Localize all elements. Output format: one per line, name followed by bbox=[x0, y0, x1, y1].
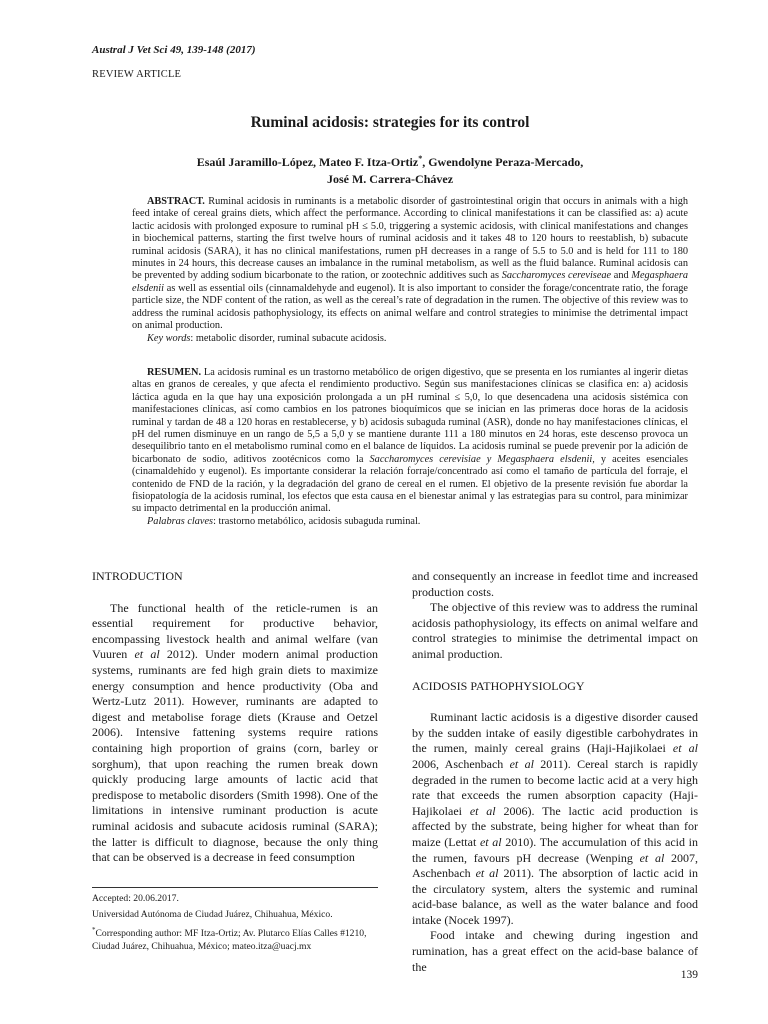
right-column bbox=[412, 569, 698, 975]
left-column bbox=[92, 569, 378, 866]
article-title: Ruminal acidosis: strategies for its control bbox=[250, 114, 530, 131]
footnote-accepted: Accepted: 20.06.2017. bbox=[92, 893, 179, 904]
article-type: REVIEW ARTICLE bbox=[92, 69, 182, 80]
section-heading-introduction: INTRODUCTION bbox=[92, 569, 183, 583]
footnotes bbox=[92, 892, 378, 956]
resumen bbox=[132, 367, 688, 528]
abstract-keywords: Key words: metabolic disorder, ruminal subacute acidosis. bbox=[147, 333, 387, 345]
corresponding-mark: * bbox=[418, 154, 423, 163]
page-number: 139 bbox=[680, 969, 698, 981]
continued-paragraph: and consequently an increase in feedlot time and increased production costs. bbox=[412, 569, 698, 599]
author-list bbox=[92, 150, 688, 188]
abstract bbox=[132, 196, 688, 346]
pathophysiology-paragraph: Ruminant lactic acidosis is a digestive disorder caused by the sudden intake of easily digestible carbohydrates in the rumen, mainly cereal grains (Haji-Hajikolaei et al 2006, Aschenbach et al 2011). Cereal starch is rapidly degraded in the rumen to become lactic acid at a very high rate that exceeds the rumen absorption capacity (Haji-Hajikolaei et al 2006). The lactic acid production is affected by the substrate, being higher for wheat than for maize (Lettat et al 2010). The accumulation of this acid in the rumen, favours pH decrease (Wenping et al 2007, Aschenbach et al 2011). The absorption of lactic acid in the circulatory system, alters the systemic and ruminal acid-base balance, as well as the water balance and food intake (Nocek 1997). bbox=[412, 710, 699, 927]
author-line-1: Esaúl Jaramillo-López, Mateo F. Itza-Ortiz*, Gwendolyne Peraza-Mercado, bbox=[196, 154, 584, 169]
resumen-label: RESUMEN. bbox=[147, 367, 202, 378]
footnote-affiliation: Universidad Autónoma de Ciudad Juárez, Chihuahua, México. bbox=[92, 909, 333, 920]
abstract-text: ABSTRACT. Ruminal acidosis in ruminants is a metabolic disorder of gastrointestinal origin that occurs in animals with a high feed intake of cereal grains diets, which affect the performance. According to clinical manifestations it can be classified as: a) acute lactic acidosis with prolonged exposure to ruminal pH ≤ 5.0, triggering a systemic acidosis, with clinical manifestations and changes in biochemical patterns, starting the first twelve hours of ruminal acidosis and it takes 48 to 120 hours to reestablish, b) subacute ruminal acidosis (SARA), it has no clinical manifestations, rumen pH decreases in a range of 5.5 to 5.0 and is held for 111 to 180 minutes in 24 hours, this decrease causes an imbalance in the ruminal metabolism, as well as the fluid balance. Ruminal acidosis can be prevented by adding sodium bicarbonate to the ration, or zootechnic additives such as Saccharomyces cereviseae and Megasphaera elsdenii as well as essential oils (cinnamaldehyde and eugenol). It is also important to consider the forage/concentrate ratio, the forage particle size, the NDF content of the ration, as well as the cereal’s rate of degradation in the rumen. The objective of this review was to address the ruminal acidosis pathophysiology, its effects on animal welfare and control strategies to minimise the detrimental impact on animal production. bbox=[132, 196, 688, 332]
food-intake-paragraph: Food intake and chewing during ingestion and rumination, has a great effect on the acid-base balance of the bbox=[412, 928, 698, 974]
journal-volume-pages: 49, 139-148 (2017) bbox=[170, 44, 256, 56]
journal-name: Austral J Vet Sci bbox=[92, 44, 168, 56]
section-heading-pathophysiology: ACIDOSIS PATHOPHYSIOLOGY bbox=[412, 678, 585, 693]
resumen-keywords: Palabras claves: trastorno metabólico, acidosis subaguda ruminal. bbox=[147, 515, 421, 527]
objective-paragraph: The objective of this review was to address the ruminal acidosis pathophysiology, its effects on animal welfare and control strategies to minimise the detrimental impact on animal production. bbox=[412, 600, 698, 661]
footnote-rule bbox=[92, 887, 378, 888]
author-line-2: José M. Carrera-Chávez bbox=[326, 172, 454, 186]
abstract-label: ABSTRACT. bbox=[147, 196, 205, 207]
footnote-corresponding: *Corresponding author: MF Itza-Ortiz; Av. Plutarco Elías Calles #1210, Ciudad Juárez, Chihuahua, México; mateo.itza@uacj.mx bbox=[92, 926, 367, 953]
journal-citation bbox=[92, 44, 256, 56]
resumen-text: RESUMEN. La acidosis ruminal es un trastorno metabólico de origen digestivo, que se presenta en los rumiantes al ingerir dietas altas en granos de cereales, y que afecta el rendimiento productivo. Según sus manifestaciones clínicas se clasifica en: a) acidosis láctica aguda en la que hay una exposición prolongada a un pH ruminal ≤ 5,0, lo que desencadena una acidosis sistémica con manifestaciones clínicas, así como cambios en los patrones bioquímicos que se inician en las primeras doce horas de la acidosis ruminal y tardan de 48 a 120 horas en restablecerse, y b) acidosis subaguda ruminal (ASR), donde no hay manifestaciones clínicas, el pH del rumen disminuye en un rango de 5,5 a 5,0 y se mantiene durante 111 a 180 minutos en 24 horas, este descenso provoca un desequilibrio tanto en el metabolismo ruminal como en el balance de líquidos. La acidosis ruminal se puede prevenir por la adición de bicarbonato de sodio, aditivos zootécnicos como la Saccharomyces cerevisiae y Megasphaera elsdenii, y aceites esenciales (cinamaldehído y eugenol). Es importante considerar la relación forraje/concentrado así como el tamaño de partícula del forraje, el contenido de FND de la ración, y la degradación del grano de cereal en el rumen. El objetivo de la presente revisión fue abordar la fisiopatología de la acidosis ruminal, los efectos que esta causa en el bienestar animal y las estrategias para su control, para minimizar su impacto detrimental en la producción animal. bbox=[132, 367, 689, 515]
introduction-paragraph: The functional health of the reticle-rumen is an essential requirement for productive behavior, encompassing livestock health and animal welfare (van Vuuren et al 2012). Under modern animal production systems, ruminants are fed high grain diets to maximize energy consumption and hence productivity (Oba and Wertz-Lutz 2011). However, ruminants are adapted to digest and metabolise forage diets (Krause and Oetzel 2006). Intensive fattening systems require rations containing high proportion of grains (corn, barley or sorghum), that upon reaching the rumen break down quickly producing large amounts of lactic acid that predispose to metabolic disorders (Smith 1998). One of the limitations in intensive ruminant production is acute ruminal acidosis and subacute acidosis ruminal (SARA); the latter is difficult to diagnose, because the only thing that can be observed is a decrease in feed consumption bbox=[92, 600, 378, 865]
